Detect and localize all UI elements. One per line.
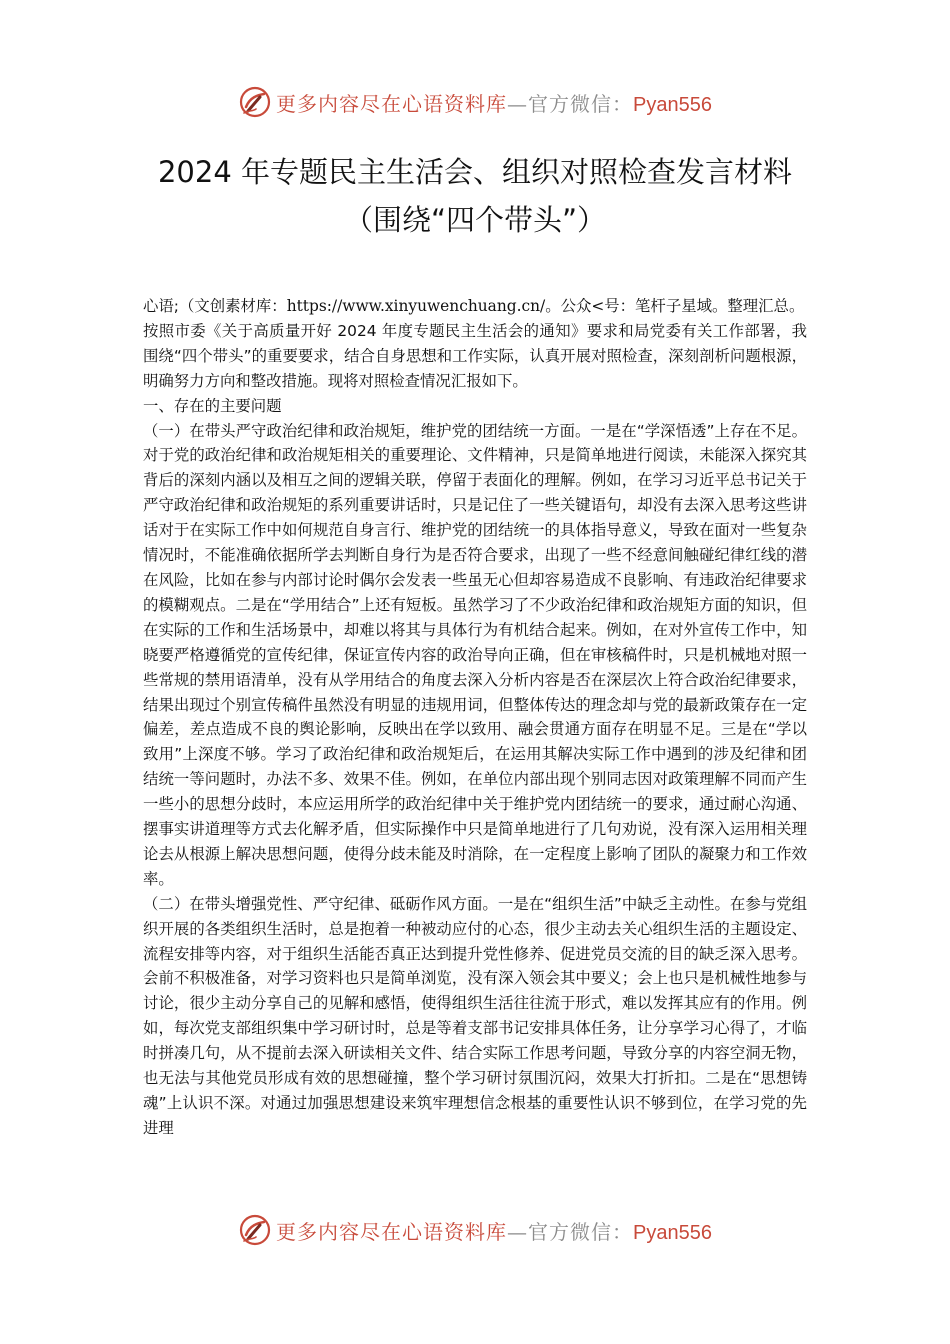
- header-watermark-banner: [0, 82, 950, 122]
- pen-signature-icon: [238, 85, 272, 119]
- wechat-id: Pyan556: [633, 1221, 712, 1244]
- source-note: 心语;（文创素材库：https://www.xinyuwenchuang.cn/。公众<号：笔杆子星域。整理汇总。: [143, 297, 805, 315]
- pen-signature-icon: [238, 1213, 272, 1247]
- watermark-text: 更多内容尽在心语资料库—官方微信：Pyan556: [276, 1219, 712, 1244]
- body-paragraph-2: （二）在带头增强党性、严守纪律、砥砺作风方面。一是在“组织生活”中缺乏主动性。在参与党组织开展的各类组织生活时，总是抱着一种被动应付的心态，很少主动去关心组织生活的主题设定、流程安排等内容，对于组织生活能否真正达到提升党性修养、促进党员交流的目的缺乏深入思考。会前不积极准备，对学习资料也只是简单浏览，没有深入领会其中要义；会上也只是机械性地参与讨论，很少主动分享自己的见解和感悟，使得组织生活往往流于形式，难以发挥其应有的作用。例如，每次党支部组织集中学习研讨时，总是等着支部书记安排具体任务，让分享学习心得了，才临时拼凑几句，从不提前去深入研读相关文件、结合实际工作思考问题，导致分享的内容空洞无物，也无法与其他党员形成有效的思想碰撞，整个学习研讨氛围沉闷，效果大打折扣。二是在“思想铸魂”上认识不深。对通过加强思想建设来筑牢理想信念根基的重要性认识不够到位，在学习党的先进理: [143, 894, 807, 1137]
- footer-watermark-banner: [0, 1210, 950, 1250]
- section-heading: 一、存在的主要问题: [143, 396, 282, 415]
- watermark-text: 更多内容尽在心语资料库—官方微信：Pyan556: [276, 91, 712, 116]
- source-url: https://www.xinyuwenchuang.cn/: [286, 297, 546, 315]
- document-body: [143, 294, 807, 1141]
- document-title: 2024 年专题民主生活会、组织对照检查发言材料: [157, 155, 793, 189]
- document-subtitle: （围绕“四个带头”）: [343, 203, 607, 237]
- intro-paragraph: 按照市委《关于高质量开好 2024 年度专题民主生活会的通知》要求和局党委有关工作部署，我围绕“四个带头”的重要要求，结合自身思想和工作实际，认真开展对照检查，深刻剖析问题根源，明确努力方向和整改措施。现将对照检查情况汇报如下。: [143, 321, 807, 390]
- wechat-id: Pyan556: [633, 93, 712, 116]
- body-paragraph-1: （一）在带头严守政治纪律和政治规矩，维护党的团结统一方面。一是在“学深悟透”上存在不足。对于党的政治纪律和政治规矩相关的重要理论、文件精神，只是简单地进行阅读，未能深入探究其背后的深刻内涵以及相互之间的逻辑关联，停留于表面化的理解。例如，在学习习近平总书记关于严守政治纪律和政治规矩的系列重要讲话时，只是记住了一些关键语句，却没有去深入思考这些讲话对于在实际工作中如何规范自身言行、维护党的团结统一的具体指导意义，导致在面对一些复杂情况时，不能准确依据所学去判断自身行为是否符合要求，出现了一些不经意间触碰纪律红线的潜在风险，比如在参与内部讨论时偶尔会发表一些虽无心但却容易造成不良影响、有违政治纪律要求的模糊观点。二是在“学用结合”上还有短板。虽然学习了不少政治纪律和政治规矩方面的知识，但在实际的工作和生活场景中，却难以将其与具体行为有机结合起来。例如，在对外宣传工作中，知晓要严格遵循党的宣传纪律，保证宣传内容的政治导向正确，但在审核稿件时，只是机械地对照一些常规的禁用语清单，没有从学用结合的角度去深入分析内容是否在深层次上符合政治纪律要求，结果出现过个别宣传稿件虽然没有明显的违规用词，但整体传达的理念却与党的最新政策存在一定偏差，差点造成不良的舆论影响，反映出在学以致用、融会贯通方面存在明显不足。三是在“学以致用”上深度不够。学习了政治纪律和政治规矩后，在运用其解决实际工作中遇到的涉及纪律和团结统一等问题时，办法不多、效果不佳。例如，在单位内部出现个别同志因对政策理解不同而产生一些小的思想分歧时，本应运用所学的政治纪律中关于维护党内团结统一的要求，通过耐心沟通、摆事实讲道理等方式去化解矛盾，但实际操作中只是简单地进行了几句劝说，没有深入运用相关理论去从根源上解决思想问题，使得分歧未能及时消除，在一定程度上影响了团队的凝聚力和工作效率。: [143, 421, 807, 888]
